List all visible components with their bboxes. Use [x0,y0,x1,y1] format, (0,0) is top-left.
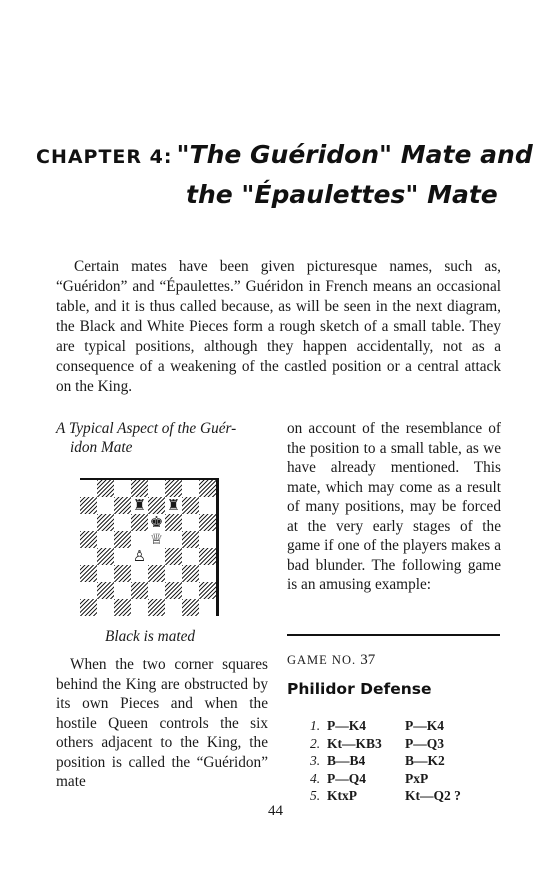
black-move: B—K2 [405,753,445,769]
black-rook-piece: ♜ [166,496,181,514]
board-square [97,514,114,531]
game-divider [287,634,500,636]
board-square [97,548,114,565]
board-square [97,599,114,616]
left-column-paragraph [56,655,268,792]
board-square [80,548,97,565]
game-number: 37 [360,652,376,668]
chess-board [80,480,216,616]
game-label [287,652,375,669]
board-square [114,531,131,548]
move-list [310,717,475,805]
board-square [80,514,97,531]
black-move: PxP [405,770,429,786]
board-square [80,480,97,497]
game-label-text: GAME NO. [287,653,357,667]
chapter-heading-line-2 [186,180,498,209]
black-king-piece: ♚ [149,513,164,531]
move-row [310,752,475,770]
board-square [97,497,114,514]
move-number: 1. [310,718,321,733]
board-square [131,582,148,599]
board-square [182,531,199,548]
board-square [131,497,148,514]
chapter-title-part-2: the "Épaulettes" Mate [186,180,498,209]
board-square [80,531,97,548]
board-square [131,514,148,531]
board-square [165,599,182,616]
board-square [199,497,216,514]
board-square [131,531,148,548]
board-square [182,548,199,565]
board-square [97,531,114,548]
board-square [80,582,97,599]
diagram-caption: Black is mated [105,628,196,645]
opening-name: Philidor Defense [287,680,432,698]
left-column-text: When the two corner squares behind the King are obstructed by its own Pieces and when the hostile Queen controls the six others adjacent to the King, the position is called the “Guéridon” mate [56,656,268,790]
board-square [199,582,216,599]
board-square [182,480,199,497]
board-square [148,497,165,514]
board-square [114,599,131,616]
black-move: Kt—Q2 ? [405,788,461,804]
move-number: 4. [310,770,321,786]
move-row [310,735,475,753]
intro-text: Certain mates have been given picturesque names, such as, “Guéridon” and “Épaulettes.” Guéridon in French means an occasional table, and it is thus called because, as will be seen in the next diagram, the Black and White Pieces form a rough sketch of a small table. They are typical positions, although they happen accidentally, not as a consequence of a weakening of the castled position or a central attack on the King. [56,258,501,395]
board-square [165,565,182,582]
board-square [148,548,165,565]
board-square [165,480,182,497]
board-square [148,514,165,531]
white-pawn-piece: ♙ [132,547,147,565]
white-move: Kt—KB3 [327,735,382,751]
chapter-heading-line-1 [36,140,533,169]
board-square [148,599,165,616]
move-number: 2. [310,735,321,751]
board-square [148,480,165,497]
board-square [165,548,182,565]
board-square [114,480,131,497]
board-square [148,565,165,582]
board-square [131,548,148,565]
board-square [199,514,216,531]
board-border-right [216,480,219,616]
intro-paragraph [56,257,501,397]
white-move: P—K4 [327,718,366,733]
board-square [165,497,182,514]
white-move: KtxP [327,788,357,804]
board-square [114,514,131,531]
board-square [131,565,148,582]
page-number: 44 [268,803,283,819]
board-square [182,599,199,616]
board-square [199,531,216,548]
black-move: P—K4 [405,718,444,733]
diagram-title [56,419,276,457]
move-row [310,717,475,735]
board-square [80,565,97,582]
white-move: P—Q4 [327,770,366,786]
diagram-title-line-1: A Typical Aspect of the Guér- [56,420,237,437]
move-number: 3. [310,753,321,769]
board-square [80,599,97,616]
move-row [310,770,475,788]
black-rook-piece: ♜ [132,496,147,514]
board-square [199,565,216,582]
board-square [199,599,216,616]
board-square [97,582,114,599]
board-square [114,548,131,565]
board-square [80,497,97,514]
board-square [182,582,199,599]
board-square [199,480,216,497]
right-column-paragraph [287,419,501,595]
board-square [131,599,148,616]
board-square [182,497,199,514]
board-square [131,480,148,497]
board-square [148,531,165,548]
chapter-label: CHAPTER 4: [36,146,173,168]
board-square [114,565,131,582]
board-square [182,565,199,582]
chapter-title-part-1: "The Guéridon" Mate and [176,140,533,169]
board-square [182,514,199,531]
board-square [114,497,131,514]
move-row [310,787,475,805]
board-square [114,582,131,599]
board-square [165,514,182,531]
board-square [165,582,182,599]
board-square [199,548,216,565]
black-move: P—Q3 [405,735,444,751]
board-square [97,565,114,582]
board-square [165,531,182,548]
board-square [148,582,165,599]
right-column-text: on account of the resemblance of the position to a small table, as we have already mentioned. This mate, which may come as a result of many positions, may be forced at the very early stages of the game if one of the players makes a bad blunder. The following game is an amusing example: [287,420,501,593]
move-number: 5. [310,788,321,804]
board-square [97,480,114,497]
white-move: B—B4 [327,753,366,769]
white-queen-piece: ♕ [149,530,164,548]
diagram-title-line-2: idon Mate [70,439,133,456]
